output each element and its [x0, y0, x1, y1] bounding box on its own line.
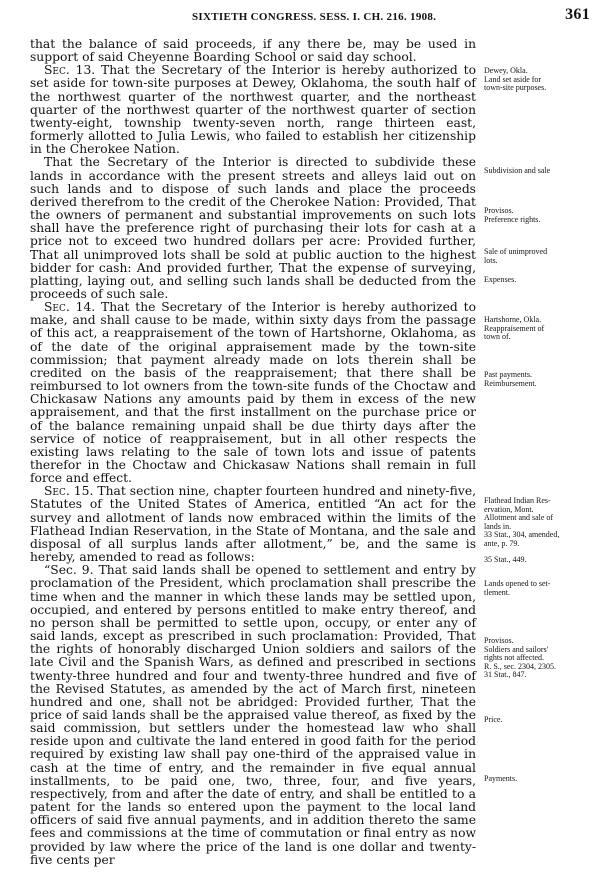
side-note-expenses: Expenses.: [484, 275, 517, 284]
side-note-subdivision: Subdivision and sale: [484, 166, 551, 175]
side-note-past-payments: Past payments. Reimbursement.: [484, 370, 537, 388]
paragraph-continuation: that the balance of said proceeds, if any there be, may be used in support of said Cheyenne Boarding School or said day school.: [30, 37, 476, 65]
paragraph-sec-14: Sec. 14. That the Secretary of the Interior is hereby authorized to make, and shall cause to be made, within sixty days from the passage of this act, a reappraisement of the town of Hartshorne, Oklahoma, as of the date of the original appraisement made by the town-site commission; that payment already made on lots therein shall be credited on the basis of the reappraisement; that there shall be reimbursed to lot owners from the town-site funds of the Choctaw and Chickasaw Nations any amounts paid by them in excess of the new appraisement, and that the first installment on the purchase price or of the balance remaining unpaid shall be due thirty days after the service of notice of reappraisement, but in all other respects the existing laws relating to the sale of town lots and issue of patents therefor in the Choctaw and Chickasaw Nations shall remain in full force and effect.: [30, 300, 476, 486]
side-note-soldiers: Provisos. Soldiers and sailors' rights not affected. R. S., sec. 2304, 2305. 31 Stat., 847.: [484, 636, 556, 680]
section-label: Sec. 15.: [44, 484, 94, 499]
paragraph-sec-9-amended: “Sec. 9. That said lands shall be opened to settlement and entry by proclamation of the President, which proclamation shall prescribe the time when and the manner in which these lands may be settled upon, occupied, and entered by persons entitled to make entry thereof, and no person shall be permitted to settle upon, occupy, or enter any of said lands, except as prescribed in such proclamation: Provided, That the rights of honorably discharged Union soldiers and sailors of the late Civil and the Spanish Wars, as defined and prescribed in sections twenty-three hundred and four and twenty-three hundred and five of the Revised Statutes, as amended by the act of March first, nineteen hundred and one, shall not be abridged: Provided further, That the price of said lands shall be the appraised value thereof, as fixed by the said commission, but settlers under the homestead law who shall reside upon and cultivate the land entered in good faith for the period required by existing law shall pay one-third of the appraised value in cash at the time of entry, and the remainder in five equal annual installments, to be paid one, two, three, four, and five years, respectively, from and after the date of entry, and shall be entitled to a patent for the lands so entered upon the payment to the local land officers of said five annual payments, and in addition thereto the same fees and commissions at the time of commutation or final entry as now provided by law where the price of the land is one dollar and twenty-five cents per: [30, 563, 476, 867]
section-label: Sec. 14.: [44, 300, 96, 315]
page-header: [30, 6, 590, 26]
side-note-payments: Payments.: [484, 774, 518, 783]
side-note-flathead: Flathead Indian Res- ervation, Mont. Allotment and sale of lands in. 33 Stat., 304, amended, ante, p. 79.: [484, 496, 560, 548]
side-note-hartshorne: Hartshorne, Okla. Reappraisement of town of.: [484, 315, 545, 342]
running-head: SIXTIETH CONGRESS. SESS. I. CH. 216. 1908.: [192, 11, 437, 23]
section-label: Sec. 13.: [44, 63, 96, 78]
paragraph-sec-13: Sec. 13. That the Secretary of the Interior is hereby authorized to set aside for town-site purposes at Dewey, Oklahoma, the south half of the northwest quarter of the northwest quarter, and the northeast quarter of the northwest quarter of the northwest quarter of section twenty-eight, township twenty-seven north, range thirteen east, formerly allotted to Julia Lewis, who failed to establish her citizenship in the Cherokee Nation.: [30, 63, 476, 157]
side-note-35-stat: 35 Stat., 449.: [484, 555, 527, 564]
side-note-lands-opened: Lands opened to set- tlement.: [484, 579, 551, 597]
side-note-dewey: Dewey, Okla. Land set aside for town-site purposes.: [484, 66, 547, 93]
side-note-price: Price.: [484, 715, 503, 724]
side-note-unimproved: Sale of unimproved lots.: [484, 247, 548, 265]
side-note-provisos: Provisos. Preference rights.: [484, 206, 541, 224]
page-number: 361: [565, 6, 590, 23]
paragraph-sec-15: Sec. 15. That section nine, chapter fourteen hundred and ninety-five, Statutes of the United States of America, entitled “An act for the survey and allotment of lands now embraced within the limits of the Flathead Indian Reservation, in the State of Montana, and the sale and disposal of all surplus lands after allotment,” be, and the same is hereby, amended to read as follows:: [30, 484, 477, 565]
body-text: [30, 38, 476, 867]
paragraph-subdivision: That the Secretary of the Interior is directed to subdivide these lands in accordance with the present streets and alleys laid out on such lands and to dispose of such lands and place the proceeds derived therefrom to the credit of the Cherokee Nation: Provided, That the owners of permanent and substantial improvements on such lots shall have the preference right of purchasing their lots for cash at a price not to exceed two hundred dollars per acre: Provided further, That all unimproved lots shall be sold at public auction to the highest bidder for cash: And provided further, That the expense of surveying, platting, laying out, and selling such lands shall be deducted from the proceeds of such sale.: [30, 155, 476, 301]
